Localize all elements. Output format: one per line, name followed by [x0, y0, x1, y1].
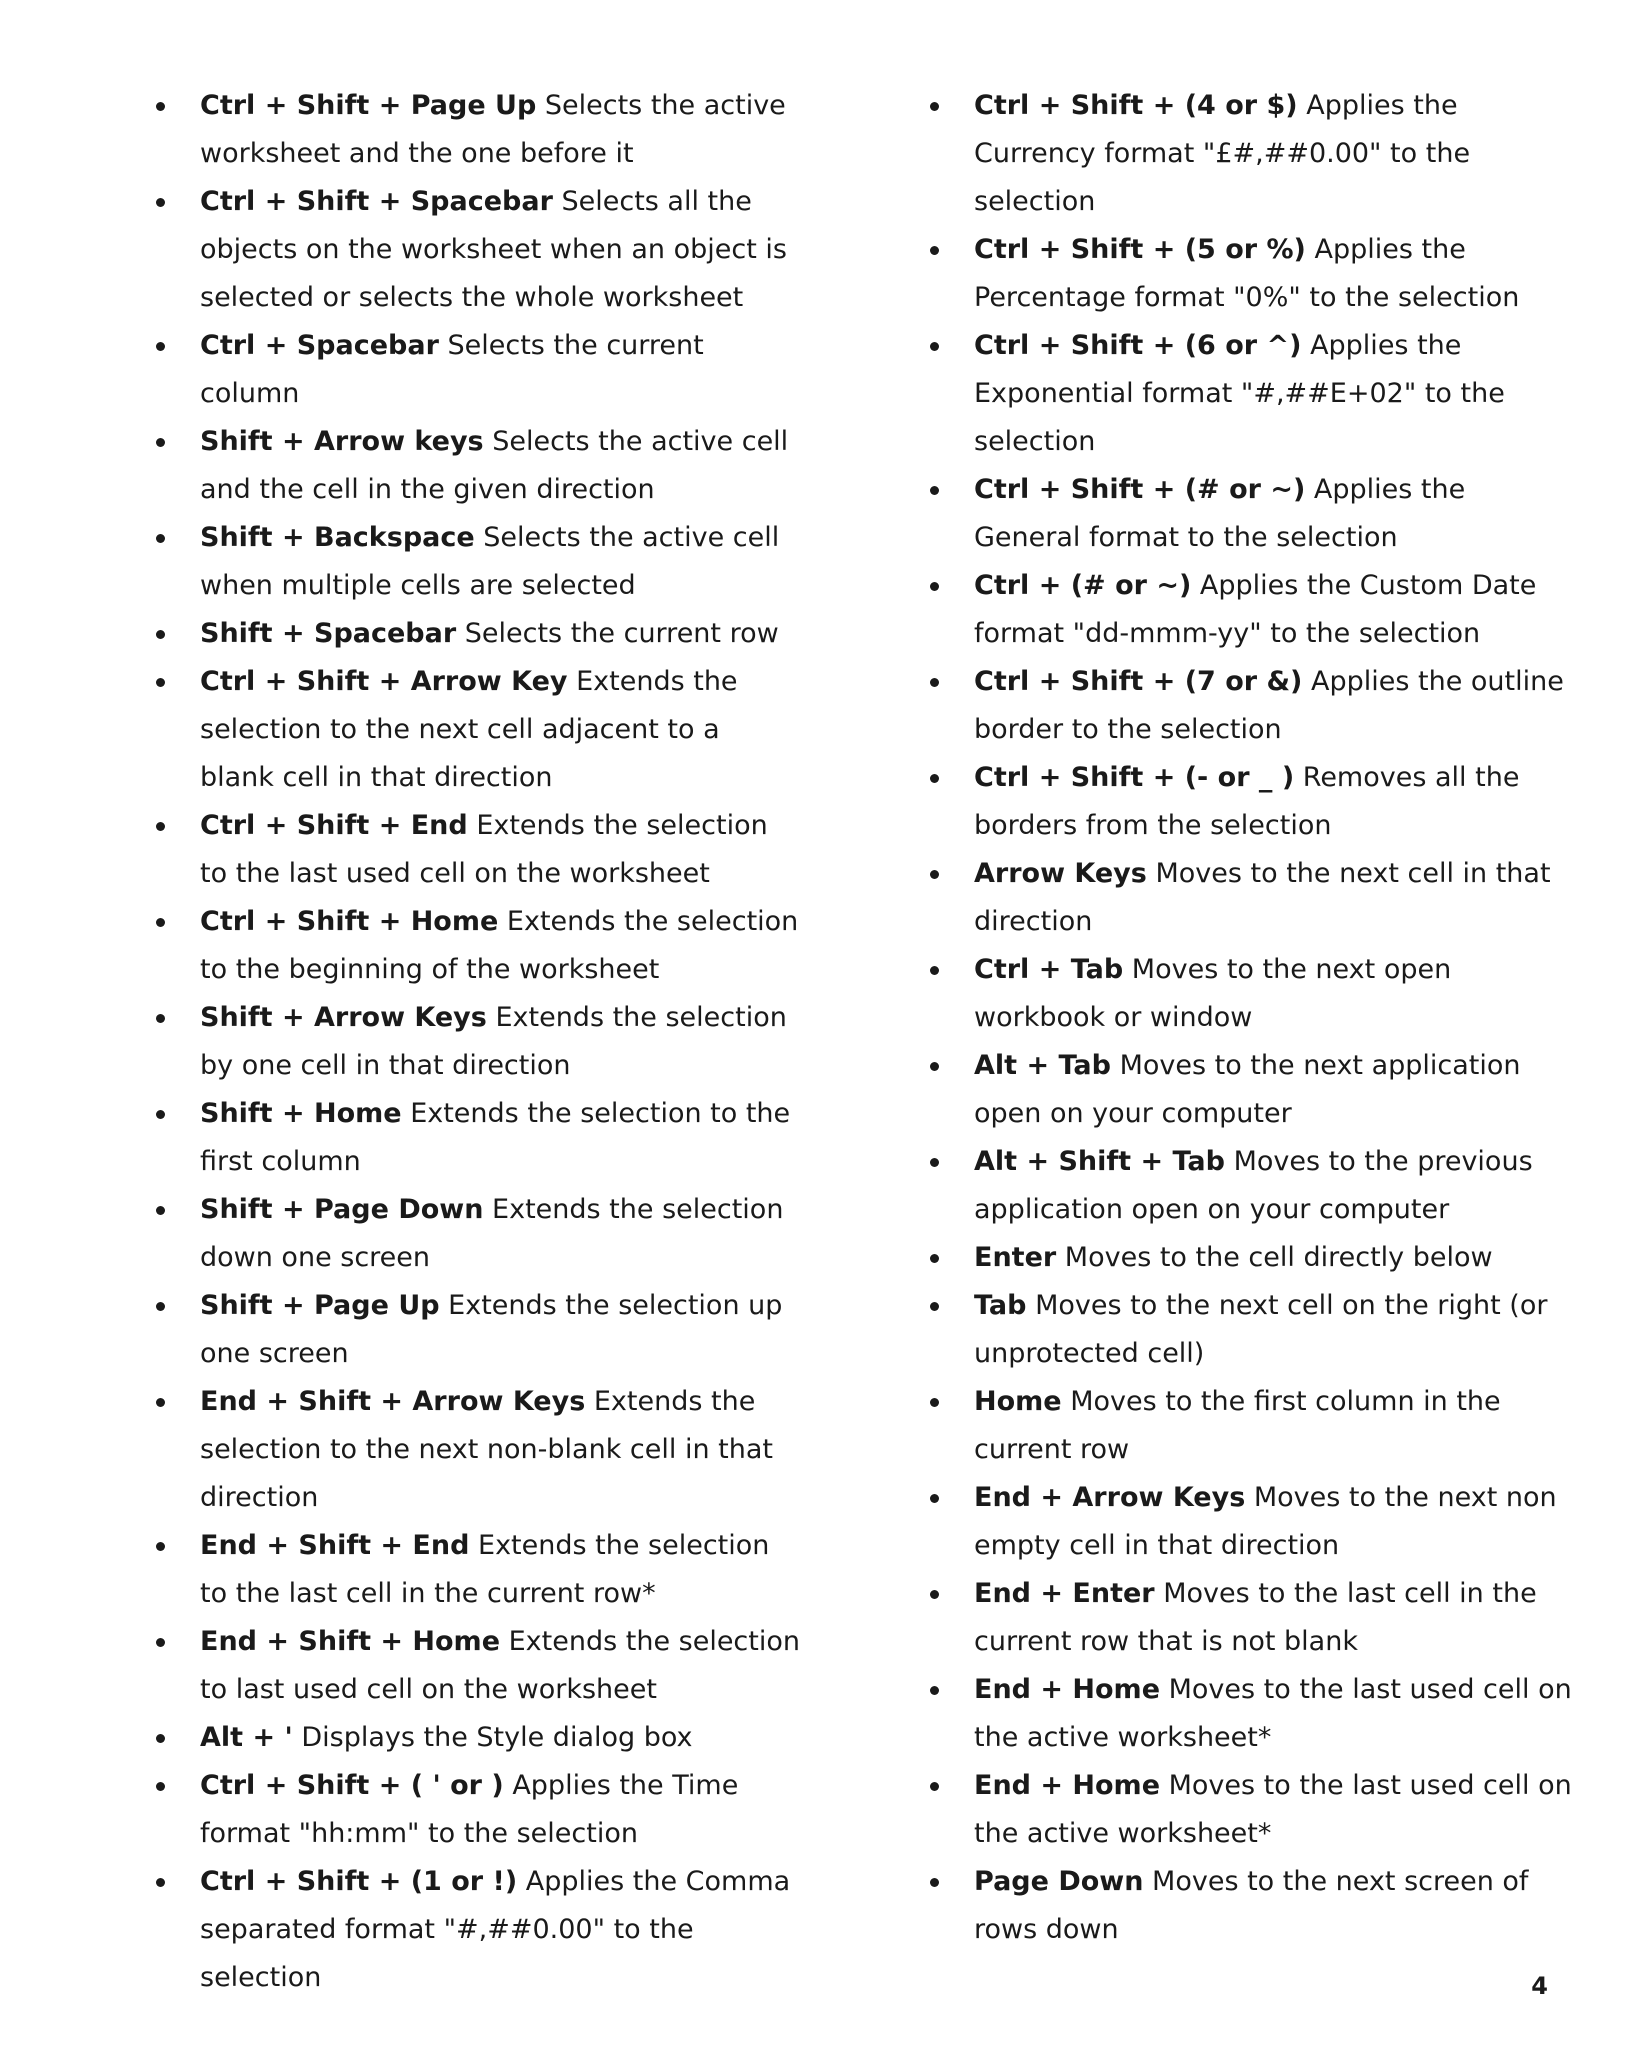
shortcut-keys: Shift + Home — [200, 1098, 402, 1129]
shortcut-item — [974, 1234, 1574, 1282]
shortcut-description: Extends the selection to the last used cell on the worksheet — [200, 810, 768, 889]
shortcut-item — [200, 1282, 800, 1378]
shortcut-description: Selects the active worksheet and the one before it — [200, 90, 786, 169]
shortcut-item — [974, 322, 1574, 466]
shortcut-item — [200, 610, 800, 658]
shortcut-keys: Ctrl + Shift + (- or _ ) — [974, 762, 1295, 793]
shortcut-keys: End + Shift + End — [200, 1530, 470, 1561]
shortcut-description: Selects the active cell and the cell in the given direction — [200, 426, 789, 505]
shortcut-keys: End + Arrow Keys — [974, 1482, 1246, 1513]
shortcut-item — [974, 1762, 1574, 1858]
shortcut-description: Extends the selection down one screen — [200, 1194, 784, 1273]
shortcut-keys: Ctrl + Shift + (5 or %) — [974, 234, 1306, 265]
shortcut-keys: Ctrl + Shift + (# or ~) — [974, 474, 1306, 505]
shortcut-item — [974, 1666, 1574, 1762]
shortcut-description: Selects the current row — [464, 618, 779, 649]
shortcut-keys: Ctrl + (# or ~) — [974, 570, 1192, 601]
shortcut-item — [200, 514, 800, 610]
shortcut-keys: Home — [974, 1386, 1062, 1417]
shortcut-item — [974, 1858, 1574, 1954]
shortcut-description: Moves to the next non empty cell in that direction — [974, 1482, 1557, 1561]
shortcut-keys: Ctrl + Shift + (1 or !) — [200, 1866, 518, 1897]
shortcut-description: Applies the Time format "hh:mm" to the selection — [200, 1770, 739, 1849]
shortcut-keys: Shift + Arrow keys — [200, 426, 484, 457]
shortcut-keys: End + Shift + Home — [200, 1626, 501, 1657]
shortcut-description: Displays the Style dialog box — [301, 1722, 693, 1753]
shortcut-item — [200, 898, 800, 994]
shortcut-item — [200, 658, 800, 802]
shortcut-keys: Ctrl + Shift + (4 or $) — [974, 90, 1298, 121]
shortcut-description: Moves to the next cell on the right (or unprotected cell) — [974, 1290, 1548, 1369]
shortcut-item — [974, 658, 1574, 754]
right-shortcut-list — [974, 82, 1574, 1954]
shortcut-item — [200, 1618, 800, 1714]
shortcut-keys: Ctrl + Shift + ( ' or ) — [200, 1770, 504, 1801]
shortcut-keys: Shift + Spacebar — [200, 618, 457, 649]
shortcut-item — [200, 1090, 800, 1186]
shortcut-keys: Alt + ' — [200, 1722, 293, 1753]
shortcut-keys: Shift + Arrow Keys — [200, 1002, 487, 1033]
shortcut-description: Extends the selection by one cell in that direction — [200, 1002, 787, 1081]
shortcut-keys: Shift + Page Down — [200, 1194, 484, 1225]
shortcut-item — [200, 322, 800, 418]
shortcut-item — [974, 226, 1574, 322]
shortcut-keys: End + Shift + Arrow Keys — [200, 1386, 586, 1417]
shortcut-description: Applies the Custom Date format "dd-mmm-yy" to the selection — [974, 570, 1537, 649]
shortcut-item — [200, 1378, 800, 1522]
shortcut-keys: Alt + Tab — [974, 1050, 1111, 1081]
shortcut-description: Extends the selection to last used cell on the worksheet — [200, 1626, 800, 1705]
shortcut-keys: Ctrl + Shift + Page Up — [200, 90, 537, 121]
shortcut-description: Moves to the last cell in the current row that is not blank — [974, 1578, 1537, 1657]
page-number: 4 — [1531, 1972, 1548, 2000]
shortcut-keys: End + Enter — [974, 1578, 1155, 1609]
shortcut-keys: Shift + Page Up — [200, 1290, 440, 1321]
shortcut-item — [974, 1378, 1574, 1474]
shortcut-keys: Alt + Shift + Tab — [974, 1146, 1225, 1177]
shortcut-keys: End + Home — [974, 1674, 1161, 1705]
shortcut-description: Extends the selection to the next cell adjacent to a blank cell in that direction — [200, 666, 738, 793]
left-shortcut-list — [200, 82, 800, 2002]
shortcut-description: Applies the outline border to the selection — [974, 666, 1564, 745]
shortcut-description: Applies the Percentage format "0%" to the selection — [974, 234, 1520, 313]
shortcut-keys: Ctrl + Shift + End — [200, 810, 468, 841]
shortcut-keys: Ctrl + Shift + Home — [200, 906, 499, 937]
shortcut-description: Selects the active cell when multiple cells are selected — [200, 522, 780, 601]
shortcut-description: Extends the selection to the first column — [200, 1098, 791, 1177]
shortcut-description: Applies the Exponential format "#,##E+02" to the selection — [974, 330, 1505, 457]
shortcut-keys: Ctrl + Shift + (7 or &) — [974, 666, 1303, 697]
shortcut-description: Extends the selection to the next non-blank cell in that direction — [200, 1386, 773, 1513]
shortcut-item — [974, 562, 1574, 658]
shortcut-keys: Enter — [974, 1242, 1057, 1273]
shortcut-item — [974, 1570, 1574, 1666]
shortcut-description: Moves to the first column in the current row — [974, 1386, 1501, 1465]
shortcut-description: Applies the General format to the selection — [974, 474, 1466, 553]
shortcut-description: Moves to the next open workbook or window — [974, 954, 1452, 1033]
shortcut-description: Extends the selection to the beginning of the worksheet — [200, 906, 799, 985]
shortcut-item — [200, 82, 800, 178]
shortcut-keys: Shift + Backspace — [200, 522, 475, 553]
shortcut-description: Applies the Currency format "£#,##0.00" to the selection — [974, 90, 1471, 217]
shortcut-item — [200, 1714, 800, 1762]
shortcut-description: Moves to the next cell in that direction — [974, 858, 1551, 937]
shortcut-item — [200, 178, 800, 322]
shortcut-description: Selects the current column — [200, 330, 704, 409]
shortcut-keys: Ctrl + Shift + Spacebar — [200, 186, 553, 217]
shortcut-description: Moves to the previous application open on your computer — [974, 1146, 1533, 1225]
shortcut-keys: Ctrl + Shift + (6 or ^) — [974, 330, 1302, 361]
shortcut-item — [200, 1522, 800, 1618]
shortcut-description: Moves to the last used cell on the active worksheet* — [974, 1674, 1572, 1753]
shortcut-keys: Ctrl + Tab — [974, 954, 1124, 985]
shortcut-item — [200, 994, 800, 1090]
shortcut-item — [974, 1474, 1574, 1570]
shortcut-description: Extends the selection up one screen — [200, 1290, 783, 1369]
shortcut-item — [974, 850, 1574, 946]
shortcut-item — [200, 1186, 800, 1282]
shortcut-item — [200, 1858, 800, 2002]
shortcut-description: Moves to the next application open on your computer — [974, 1050, 1521, 1129]
shortcut-item — [974, 946, 1574, 1042]
shortcut-description: Applies the Comma separated format "#,##0.00" to the selection — [200, 1866, 791, 1993]
shortcut-keys: Ctrl + Spacebar — [200, 330, 439, 361]
shortcut-description: Extends the selection to the last cell in the current row* — [200, 1530, 770, 1609]
shortcut-item — [974, 1138, 1574, 1234]
shortcut-keys: Ctrl + Shift + Arrow Key — [200, 666, 568, 697]
shortcut-item — [200, 418, 800, 514]
shortcut-description: Moves to the cell directly below — [1064, 1242, 1493, 1273]
shortcut-description: Selects all the objects on the worksheet when an object is selected or selects the whole worksheet — [200, 186, 787, 313]
shortcut-item — [974, 466, 1574, 562]
shortcut-description: Moves to the last used cell on the active worksheet* — [974, 1770, 1572, 1849]
shortcut-description: Moves to the next screen of rows down — [974, 1866, 1529, 1945]
shortcut-item — [200, 1762, 800, 1858]
shortcut-description: Removes all the borders from the selection — [974, 762, 1520, 841]
shortcut-item — [974, 1282, 1574, 1378]
shortcut-item — [200, 802, 800, 898]
shortcut-item — [974, 82, 1574, 226]
shortcut-item — [974, 754, 1574, 850]
shortcut-item — [974, 1042, 1574, 1138]
shortcut-keys: End + Home — [974, 1770, 1161, 1801]
shortcut-keys: Page Down — [974, 1866, 1144, 1897]
shortcut-keys: Tab — [974, 1290, 1027, 1321]
shortcut-keys: Arrow Keys — [974, 858, 1147, 889]
